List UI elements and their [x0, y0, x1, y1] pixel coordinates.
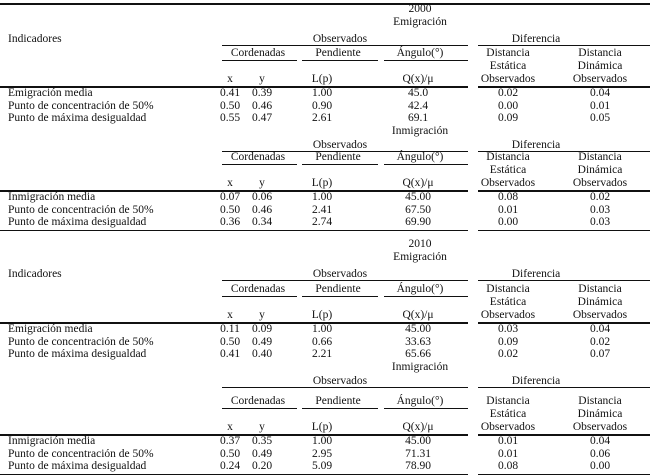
- row-label: Punto de máxima desigualdad: [8, 460, 147, 472]
- cell-y: 0.47: [251, 112, 273, 124]
- cell-x: 0.50: [219, 335, 241, 348]
- cell-x: 0.07: [219, 191, 241, 203]
- cell-q: 45.0: [407, 87, 429, 99]
- cell-distancia-dinamica: 0.01: [589, 99, 611, 112]
- cell-x: 0.41: [219, 348, 241, 360]
- q-header: Q(x)/μ: [402, 73, 434, 85]
- cell-lp: 2.95: [311, 447, 333, 460]
- cell-q: 33.63: [405, 335, 431, 348]
- row-label: Inmigración media: [8, 435, 96, 447]
- cell-x: 0.11: [220, 323, 240, 335]
- cell-lp: 1.00: [311, 435, 333, 447]
- cell-distancia-dinamica: 0.03: [589, 203, 611, 216]
- top-rule: [0, 3, 650, 5]
- q-header: Q(x)/μ: [402, 421, 434, 433]
- pendiente-header: Pendiente: [315, 47, 361, 59]
- observados-dinamica-header: Observados: [572, 73, 628, 85]
- cell-y: 0.49: [251, 335, 273, 348]
- y-header: y: [259, 309, 265, 321]
- distancia-estatica-header: Distancia: [486, 395, 530, 407]
- cell-distancia-dinamica: 0.03: [589, 216, 611, 228]
- cell-distancia-dinamica: 0.06: [589, 447, 611, 460]
- cell-lp: 2.21: [311, 348, 333, 360]
- cell-x: 0.24: [219, 460, 241, 472]
- dinamica-header: Dinámica: [577, 60, 623, 72]
- row-label: Punto de concentración de 50%: [8, 447, 154, 460]
- cell-y: 0.46: [251, 203, 273, 216]
- cell-q: 67.50: [405, 203, 431, 216]
- pendiente-header: Pendiente: [315, 151, 361, 163]
- cell-lp: 1.00: [311, 191, 333, 203]
- observados-rule: [222, 387, 468, 388]
- cell-distancia-estatica: 0.01: [497, 203, 519, 216]
- estatica-header: Estática: [489, 408, 527, 420]
- x-header: x: [227, 421, 233, 433]
- cell-lp: 0.66: [311, 335, 333, 348]
- cell-distancia-dinamica: 0.02: [589, 335, 611, 348]
- indicadores-header: Indicadores: [8, 33, 62, 45]
- cell-distancia-estatica: 0.01: [497, 447, 519, 460]
- cell-distancia-dinamica: 0.02: [589, 191, 611, 203]
- dinamica-header: Dinámica: [577, 408, 623, 420]
- row-label: Punto de máxima desigualdad: [8, 216, 147, 228]
- observados-estatica-header: Observados: [480, 177, 536, 189]
- cell-x: 0.41: [219, 87, 241, 99]
- cell-x: 0.50: [219, 447, 241, 460]
- block-title: Inmigración: [391, 125, 449, 137]
- cell-y: 0.40: [251, 348, 273, 360]
- indicadores-header: Indicadores: [8, 268, 62, 280]
- diferencia-header: Diferencia: [511, 375, 561, 387]
- row-label: Punto de concentración de 50%: [8, 335, 154, 348]
- cell-lp: 2.74: [311, 216, 333, 228]
- block-bottom-rule: [478, 230, 650, 232]
- angulo-header: Ángulo(°): [396, 151, 444, 163]
- cell-y: 0.49: [251, 447, 273, 460]
- observados-estatica-header: Observados: [480, 73, 536, 85]
- cell-q: 65.66: [405, 348, 431, 360]
- cell-distancia-dinamica: 0.04: [589, 87, 611, 99]
- cell-q: 69.1: [407, 112, 429, 124]
- lp-header: L(p): [311, 73, 333, 85]
- cell-distancia-dinamica: 0.05: [589, 112, 611, 124]
- diferencia-rule: [478, 45, 650, 46]
- block-bottom-rule: [478, 474, 650, 476]
- diferencia-header: Diferencia: [511, 268, 561, 280]
- observados-dinamica-header: Observados: [572, 421, 628, 433]
- observados-header: Observados: [312, 268, 368, 280]
- estatica-header: Estática: [489, 296, 527, 308]
- observados-rule: [222, 280, 468, 281]
- cell-q: 42.4: [407, 99, 429, 112]
- cell-distancia-estatica: 0.00: [497, 99, 519, 112]
- row-label: Emigración media: [8, 87, 93, 99]
- cell-y: 0.35: [251, 435, 273, 447]
- pendiente-header: Pendiente: [315, 395, 361, 407]
- observados-rule: [222, 45, 468, 46]
- cordenadas-header: Cordenadas: [230, 151, 286, 163]
- distancia-estatica-header: Distancia: [486, 47, 530, 59]
- angulo-rule: [384, 164, 468, 165]
- cordenadas-rule: [222, 164, 297, 165]
- cell-x: 0.50: [219, 99, 241, 112]
- cell-q: 71.31: [405, 447, 431, 460]
- observados-header: Observados: [312, 33, 368, 45]
- cell-distancia-estatica: 0.08: [497, 460, 519, 472]
- cell-x: 0.50: [219, 203, 241, 216]
- pendiente-header: Pendiente: [315, 283, 361, 295]
- cell-lp: 2.41: [311, 203, 333, 216]
- x-header: x: [227, 309, 233, 321]
- cell-lp: 1.00: [311, 323, 333, 335]
- cell-distancia-estatica: 0.09: [497, 112, 519, 124]
- pendiente-rule: [302, 164, 378, 165]
- observados-estatica-header: Observados: [480, 421, 536, 433]
- angulo-rule: [384, 60, 468, 61]
- observados-header: Observados: [312, 375, 368, 387]
- cell-lp: 5.09: [311, 460, 333, 472]
- cell-distancia-estatica: 0.09: [497, 335, 519, 348]
- observados-dinamica-header: Observados: [572, 309, 628, 321]
- cell-distancia-estatica: 0.02: [497, 87, 519, 99]
- cell-y: 0.06: [251, 191, 273, 203]
- cell-q: 69.90: [405, 216, 431, 228]
- distancia-dinamica-header: Distancia: [578, 283, 622, 295]
- y-header: y: [259, 73, 265, 85]
- distancia-dinamica-header: Distancia: [578, 395, 622, 407]
- cell-distancia-dinamica: 0.00: [589, 460, 611, 472]
- cordenadas-header: Cordenadas: [230, 283, 286, 295]
- dinamica-header: Dinámica: [577, 164, 623, 176]
- observados-header: Observados: [312, 139, 368, 151]
- cell-y: 0.34: [251, 216, 273, 228]
- cell-distancia-estatica: 0.03: [497, 323, 519, 335]
- cell-distancia-estatica: 0.02: [497, 348, 519, 360]
- lp-header: L(p): [311, 421, 333, 433]
- cell-distancia-estatica: 0.01: [497, 435, 519, 447]
- lp-header: L(p): [311, 309, 333, 321]
- cordenadas-header: Cordenadas: [230, 395, 286, 407]
- distancia-dinamica-header: Distancia: [578, 151, 622, 163]
- cell-y: 0.46: [251, 99, 273, 112]
- pendiente-rule: [302, 60, 378, 61]
- angulo-rule: [384, 296, 468, 297]
- pendiente-rule: [302, 296, 378, 297]
- angulo-rule: [384, 408, 468, 409]
- cell-y: 0.39: [251, 87, 273, 99]
- row-label: Inmigración media: [8, 191, 96, 203]
- distancia-dinamica-header: Distancia: [578, 47, 622, 59]
- angulo-header: Ángulo(°): [396, 47, 444, 59]
- block-bottom-rule: [0, 474, 468, 476]
- row-label: Punto de concentración de 50%: [8, 99, 154, 112]
- row-label: Punto de máxima desigualdad: [8, 112, 147, 124]
- block-bottom-rule: [0, 230, 468, 232]
- diferencia-rule: [478, 280, 650, 281]
- cell-x: 0.37: [219, 435, 241, 447]
- estatica-header: Estática: [489, 164, 527, 176]
- angulo-header: Ángulo(°): [396, 395, 444, 407]
- cell-x: 0.55: [219, 112, 241, 124]
- distancia-estatica-header: Distancia: [486, 151, 530, 163]
- cell-lp: 1.00: [311, 87, 333, 99]
- x-header: x: [227, 177, 233, 189]
- cell-distancia-estatica: 0.08: [497, 191, 519, 203]
- year-heading: 2000: [408, 3, 432, 15]
- cell-distancia-dinamica: 0.04: [589, 323, 611, 335]
- observados-dinamica-header: Observados: [572, 177, 628, 189]
- cell-q: 45.00: [405, 435, 431, 447]
- cell-distancia-dinamica: 0.07: [589, 348, 611, 360]
- lp-header: L(p): [311, 177, 333, 189]
- cell-q: 78.90: [405, 460, 431, 472]
- cell-distancia-dinamica: 0.04: [589, 435, 611, 447]
- q-header: Q(x)/μ: [402, 309, 434, 321]
- dinamica-header: Dinámica: [577, 296, 623, 308]
- cell-lp: 2.61: [311, 112, 333, 124]
- x-header: x: [227, 73, 233, 85]
- cordenadas-rule: [222, 408, 297, 409]
- cordenadas-header: Cordenadas: [230, 47, 286, 59]
- observados-estatica-header: Observados: [480, 309, 536, 321]
- estatica-header: Estática: [489, 60, 527, 72]
- row-label: Punto de concentración de 50%: [8, 203, 154, 216]
- diferencia-header: Diferencia: [511, 139, 561, 151]
- angulo-header: Ángulo(°): [396, 283, 444, 295]
- row-label: Punto de máxima desigualdad: [8, 348, 147, 360]
- block-title: Emigración: [393, 16, 447, 28]
- cell-y: 0.20: [251, 460, 273, 472]
- diferencia-header: Diferencia: [511, 33, 561, 45]
- cell-distancia-estatica: 0.00: [497, 216, 519, 228]
- cordenadas-rule: [222, 60, 297, 61]
- cell-y: 0.09: [251, 323, 273, 335]
- cordenadas-rule: [222, 296, 297, 297]
- year-heading: 2010: [408, 238, 432, 250]
- cell-x: 0.36: [219, 216, 241, 228]
- y-header: y: [259, 177, 265, 189]
- row-label: Emigración media: [8, 323, 93, 335]
- cell-q: 45.00: [405, 191, 431, 203]
- diferencia-rule: [478, 387, 650, 388]
- y-header: y: [259, 421, 265, 433]
- block-title: Inmigración: [391, 361, 449, 373]
- block-title: Emigración: [393, 251, 447, 263]
- cell-lp: 0.90: [311, 99, 333, 112]
- distancia-estatica-header: Distancia: [486, 283, 530, 295]
- q-header: Q(x)/μ: [402, 177, 434, 189]
- cell-q: 45.00: [405, 323, 431, 335]
- pendiente-rule: [302, 408, 378, 409]
